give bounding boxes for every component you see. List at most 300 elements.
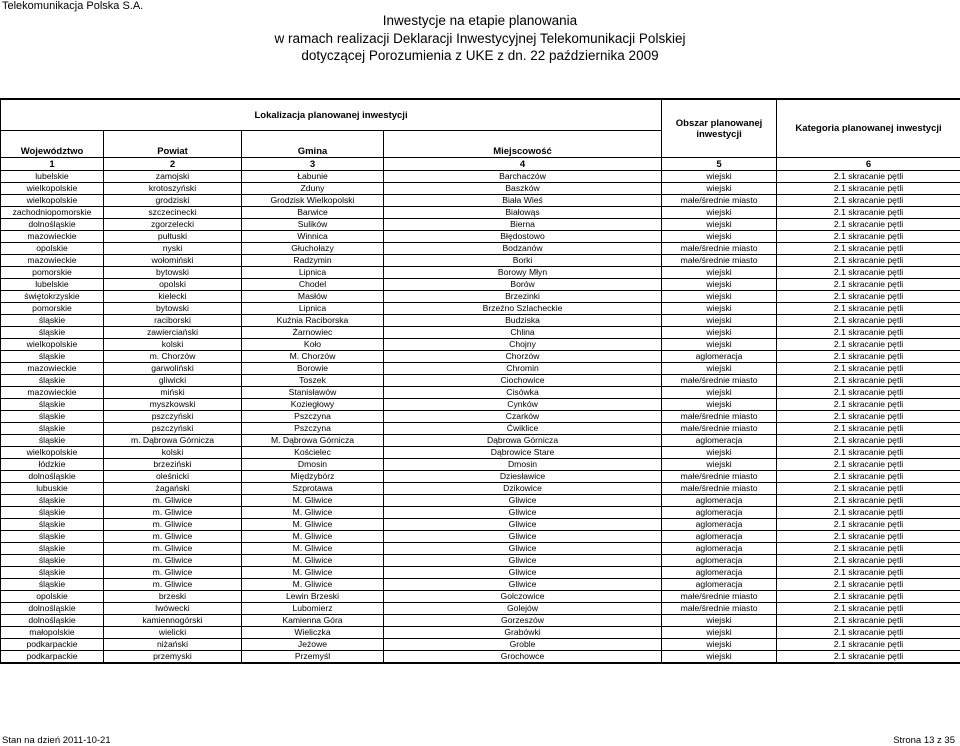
table-row [1, 387, 960, 399]
table-cell: 2.1 skracanie pętli [777, 399, 960, 411]
table-cell: kolski [104, 339, 242, 351]
table-row [1, 171, 960, 183]
table-cell: aglomeracja [662, 507, 777, 519]
table-cell: pomorskie [1, 267, 104, 279]
column-header-area: Obszar planowanej inwestycji [662, 99, 777, 158]
table-cell: m. Chorzów [104, 351, 242, 363]
table-cell: wiejski [662, 231, 777, 243]
table-cell: Dąbrowa Górnicza [384, 435, 662, 447]
table-row [1, 459, 960, 471]
table-cell: m. Dąbrowa Górnicza [104, 435, 242, 447]
table-cell: małopolskie [1, 627, 104, 639]
table-cell: Brzezinki [384, 291, 662, 303]
table-row [1, 327, 960, 339]
table-cell: 2.1 skracanie pętli [777, 255, 960, 267]
table-cell: mazowieckie [1, 231, 104, 243]
table-cell: śląskie [1, 543, 104, 555]
table-cell: opolski [104, 279, 242, 291]
table-cell: śląskie [1, 351, 104, 363]
table-cell: 2.1 skracanie pętli [777, 579, 960, 591]
table-cell: Gliwice [384, 531, 662, 543]
table-cell: m. Gliwice [104, 555, 242, 567]
table-cell: łódzkie [1, 459, 104, 471]
table-cell: Dąbrowice Stare [384, 447, 662, 459]
table-cell: Ciochowice [384, 375, 662, 387]
table-cell: 2.1 skracanie pętli [777, 219, 960, 231]
table-cell: wiejski [662, 627, 777, 639]
table-row [1, 579, 960, 591]
table-row [1, 483, 960, 495]
table-cell: śląskie [1, 399, 104, 411]
table-row [1, 351, 960, 363]
table-cell: pszczyński [104, 423, 242, 435]
table-cell: śląskie [1, 579, 104, 591]
table-cell: Chlina [384, 327, 662, 339]
table-cell: 2.1 skracanie pętli [777, 447, 960, 459]
table-cell: Międzybórz [242, 471, 384, 483]
table-cell: wiejski [662, 615, 777, 627]
table-cell: Żarnowiec [242, 327, 384, 339]
table-cell: Gliwice [384, 579, 662, 591]
table-row [1, 207, 960, 219]
table-row [1, 291, 960, 303]
column-header-commune: Gmina [242, 131, 384, 158]
table-cell: Borowie [242, 363, 384, 375]
column-number: 6 [777, 158, 960, 171]
column-header-voivodeship: Województwo [1, 131, 104, 158]
table-cell: 2.1 skracanie pętli [777, 651, 960, 664]
investments-table [0, 98, 960, 664]
table-row [1, 591, 960, 603]
table-cell: śląskie [1, 507, 104, 519]
table-row [1, 375, 960, 387]
table-cell: Stanisławów [242, 387, 384, 399]
table-cell: wiejski [662, 399, 777, 411]
table-cell: 2.1 skracanie pętli [777, 495, 960, 507]
table-cell: Gorzeszów [384, 615, 662, 627]
table-cell: wiejski [662, 459, 777, 471]
table-cell: dolnośląskie [1, 615, 104, 627]
table-cell: 2.1 skracanie pętli [777, 267, 960, 279]
table-cell: m. Gliwice [104, 519, 242, 531]
table-cell: Gliwice [384, 555, 662, 567]
table-cell: 2.1 skracanie pętli [777, 555, 960, 567]
table-cell: aglomeracja [662, 555, 777, 567]
table-cell: brzeziński [104, 459, 242, 471]
table-cell: małe/średnie miasto [662, 423, 777, 435]
table-row [1, 543, 960, 555]
table-cell: 2.1 skracanie pętli [777, 567, 960, 579]
table-cell: wiejski [662, 303, 777, 315]
table-cell: M. Gliwice [242, 567, 384, 579]
table-row [1, 315, 960, 327]
table-row [1, 507, 960, 519]
table-cell: wiejski [662, 279, 777, 291]
table-cell: wiejski [662, 387, 777, 399]
table-row [1, 255, 960, 267]
table-cell: Chromin [384, 363, 662, 375]
table-cell: 2.1 skracanie pętli [777, 627, 960, 639]
table-row [1, 339, 960, 351]
table-row [1, 651, 960, 664]
table-cell: Pszczyna [242, 411, 384, 423]
table-cell: dolnośląskie [1, 219, 104, 231]
table-cell: raciborski [104, 315, 242, 327]
table-cell: Kościelec [242, 447, 384, 459]
table-cell: gliwicki [104, 375, 242, 387]
table-cell: zgorzelecki [104, 219, 242, 231]
table-cell: śląskie [1, 555, 104, 567]
table-cell: wiejski [662, 219, 777, 231]
table-cell: śląskie [1, 375, 104, 387]
table-cell: świętokrzyskie [1, 291, 104, 303]
table-cell: lwówecki [104, 603, 242, 615]
table-cell: Ćwiklice [384, 423, 662, 435]
table-cell: Masłów [242, 291, 384, 303]
table-row [1, 195, 960, 207]
table-cell: Chorzów [384, 351, 662, 363]
table-cell: Lubomierz [242, 603, 384, 615]
table-cell: niżański [104, 639, 242, 651]
table-cell: dolnośląskie [1, 471, 104, 483]
table-cell: wiejski [662, 651, 777, 664]
table-cell: Pszczyna [242, 423, 384, 435]
table-cell: 2.1 skracanie pętli [777, 243, 960, 255]
table-cell: mazowieckie [1, 387, 104, 399]
table-cell: mazowieckie [1, 363, 104, 375]
table-cell: 2.1 skracanie pętli [777, 303, 960, 315]
table-row [1, 423, 960, 435]
table-row [1, 219, 960, 231]
table-cell: lubelskie [1, 279, 104, 291]
table-cell: wielkopolskie [1, 339, 104, 351]
table-cell: kamiennogórski [104, 615, 242, 627]
table-cell: zachodniopomorskie [1, 207, 104, 219]
table-cell: Budziska [384, 315, 662, 327]
table-row [1, 519, 960, 531]
table-cell: małe/średnie miasto [662, 255, 777, 267]
table-cell: wiejski [662, 339, 777, 351]
table-row [1, 531, 960, 543]
table-cell: śląskie [1, 423, 104, 435]
table-cell: szczecinecki [104, 207, 242, 219]
title-line: w ramach realizacji Deklaracji Inwestycyjnej Telekomunikacji Polskiej [274, 30, 686, 46]
table-cell: śląskie [1, 411, 104, 423]
table-cell: aglomeracja [662, 495, 777, 507]
table-cell: m. Gliwice [104, 531, 242, 543]
table-cell: m. Gliwice [104, 495, 242, 507]
table-cell: 2.1 skracanie pętli [777, 423, 960, 435]
table-cell: Białowąs [384, 207, 662, 219]
table-cell: 2.1 skracanie pętli [777, 603, 960, 615]
table-cell: małe/średnie miasto [662, 591, 777, 603]
table-cell: Przemyśl [242, 651, 384, 664]
column-number: 2 [104, 158, 242, 171]
table-cell: myszkowski [104, 399, 242, 411]
table-cell: Czarków [384, 411, 662, 423]
table-cell: M. Gliwice [242, 531, 384, 543]
table-cell: Radzymin [242, 255, 384, 267]
table-cell: 2.1 skracanie pętli [777, 195, 960, 207]
column-number: 4 [384, 158, 662, 171]
table-cell: Jeżowe [242, 639, 384, 651]
table-row [1, 267, 960, 279]
page-number: Strona 13 z 35 [893, 735, 955, 746]
title-line: dotyczącej Porozumienia z UKE z dn. 22 października 2009 [301, 48, 659, 63]
table-cell: wielkopolskie [1, 195, 104, 207]
table-cell: małe/średnie miasto [662, 411, 777, 423]
table-cell: Baszków [384, 183, 662, 195]
table-cell: 2.1 skracanie pętli [777, 363, 960, 375]
table-cell: garwoliński [104, 363, 242, 375]
table-cell: wielkopolskie [1, 183, 104, 195]
table-cell: 2.1 skracanie pętli [777, 351, 960, 363]
table-cell: 2.1 skracanie pętli [777, 315, 960, 327]
table-cell: 2.1 skracanie pętli [777, 327, 960, 339]
table-cell: wielkopolskie [1, 447, 104, 459]
table-cell: śląskie [1, 519, 104, 531]
table-cell: Bodzanów [384, 243, 662, 255]
table-cell: pułtuski [104, 231, 242, 243]
table-cell: lubelskie [1, 171, 104, 183]
table-cell: podkarpackie [1, 651, 104, 664]
table-row [1, 303, 960, 315]
table-row [1, 399, 960, 411]
table-row [1, 363, 960, 375]
table-cell: Błędostowo [384, 231, 662, 243]
table-cell: 2.1 skracanie pętli [777, 231, 960, 243]
table-cell: m. Gliwice [104, 543, 242, 555]
table-cell: małe/średnie miasto [662, 603, 777, 615]
status-date: Stan na dzień 2011-10-21 [2, 735, 111, 746]
table-cell: 2.1 skracanie pętli [777, 387, 960, 399]
table-cell: wiejski [662, 291, 777, 303]
table-cell: Winnica [242, 231, 384, 243]
table-cell: małe/średnie miasto [662, 375, 777, 387]
table-cell: wiejski [662, 207, 777, 219]
table-cell: wiejski [662, 447, 777, 459]
table-cell: Koło [242, 339, 384, 351]
table-cell: 2.1 skracanie pętli [777, 183, 960, 195]
table-cell: śląskie [1, 315, 104, 327]
table-row [1, 447, 960, 459]
table-cell: aglomeracja [662, 543, 777, 555]
table-cell: Barchaczów [384, 171, 662, 183]
table-cell: 2.1 skracanie pętli [777, 507, 960, 519]
location-group-header: Lokalizacja planowanej inwestycji [1, 99, 662, 131]
table-cell: Zduny [242, 183, 384, 195]
table-row [1, 411, 960, 423]
table-cell: 2.1 skracanie pętli [777, 531, 960, 543]
table-cell: kolski [104, 447, 242, 459]
table-cell: Lipnica [242, 303, 384, 315]
table-cell: Biała Wieś [384, 195, 662, 207]
table-cell: śląskie [1, 327, 104, 339]
table-cell: śląskie [1, 435, 104, 447]
table-cell: podkarpackie [1, 639, 104, 651]
column-header-locality: Miejscowość [384, 131, 662, 158]
table-cell: małe/średnie miasto [662, 471, 777, 483]
table-cell: Dziesławice [384, 471, 662, 483]
table-cell: 2.1 skracanie pętli [777, 375, 960, 387]
table-cell: Dzikowice [384, 483, 662, 495]
table-cell: oleśnicki [104, 471, 242, 483]
table-cell: Gliwice [384, 495, 662, 507]
table-cell: małe/średnie miasto [662, 483, 777, 495]
table-cell: 2.1 skracanie pętli [777, 483, 960, 495]
table-cell: 2.1 skracanie pętli [777, 435, 960, 447]
table-cell: M. Dąbrowa Górnicza [242, 435, 384, 447]
table-cell: Chodel [242, 279, 384, 291]
table-cell: 2.1 skracanie pętli [777, 291, 960, 303]
table-cell: Lipnica [242, 267, 384, 279]
table-cell: miński [104, 387, 242, 399]
table-cell: Chojny [384, 339, 662, 351]
table-cell: śląskie [1, 531, 104, 543]
table-cell: Grodzisk Wielkopolski [242, 195, 384, 207]
table-cell: 2.1 skracanie pętli [777, 519, 960, 531]
column-header-category: Kategoria planowanej inwestycji [777, 99, 960, 158]
table-cell: żagański [104, 483, 242, 495]
table-cell: wiejski [662, 171, 777, 183]
table-cell: wiejski [662, 327, 777, 339]
table-cell: Gliwice [384, 543, 662, 555]
table-cell: Gliwice [384, 567, 662, 579]
table-cell: aglomeracja [662, 579, 777, 591]
table-cell: śląskie [1, 495, 104, 507]
table-cell: kielecki [104, 291, 242, 303]
table-row [1, 279, 960, 291]
table-cell: 2.1 skracanie pętli [777, 339, 960, 351]
table-cell: Gliwice [384, 519, 662, 531]
table-cell: 2.1 skracanie pętli [777, 171, 960, 183]
table-cell: aglomeracja [662, 531, 777, 543]
table-cell: Borów [384, 279, 662, 291]
table-cell: 2.1 skracanie pętli [777, 591, 960, 603]
table-row [1, 555, 960, 567]
column-header-county: Powiat [104, 131, 242, 158]
table-cell: Grochowce [384, 651, 662, 664]
table-cell: M. Gliwice [242, 579, 384, 591]
table-cell: Gliwice [384, 507, 662, 519]
table-cell: M. Gliwice [242, 507, 384, 519]
table-cell: dolnośląskie [1, 603, 104, 615]
company-name: Telekomunikacja Polska S.A. [2, 0, 144, 12]
table-body [1, 171, 960, 664]
table-cell: M. Gliwice [242, 555, 384, 567]
table-cell: zamojski [104, 171, 242, 183]
table-cell: śląskie [1, 567, 104, 579]
table-cell: pomorskie [1, 303, 104, 315]
table-cell: małe/średnie miasto [662, 195, 777, 207]
table-cell: M. Chorzów [242, 351, 384, 363]
table-cell: Bierna [384, 219, 662, 231]
table-row [1, 627, 960, 639]
table-cell: Toszek [242, 375, 384, 387]
table-row [1, 243, 960, 255]
table-cell: Cisówka [384, 387, 662, 399]
table-cell: nyski [104, 243, 242, 255]
column-number: 3 [242, 158, 384, 171]
table-cell: 2.1 skracanie pętli [777, 615, 960, 627]
table-cell: Kuźnia Raciborska [242, 315, 384, 327]
table-cell: krotoszyński [104, 183, 242, 195]
table-cell: małe/średnie miasto [662, 243, 777, 255]
table-cell: Borowy Młyn [384, 267, 662, 279]
table-cell: Lewin Brzeski [242, 591, 384, 603]
table-cell: Brzeźno Szlacheckie [384, 303, 662, 315]
table-cell: m. Gliwice [104, 507, 242, 519]
table-cell: Wieliczka [242, 627, 384, 639]
table-cell: Głuchołazy [242, 243, 384, 255]
table-cell: Koziegłowy [242, 399, 384, 411]
table-cell: grodziski [104, 195, 242, 207]
table-cell: m. Gliwice [104, 567, 242, 579]
table-cell: wielicki [104, 627, 242, 639]
table-row [1, 603, 960, 615]
table-cell: Grabówki [384, 627, 662, 639]
table-cell: aglomeracja [662, 435, 777, 447]
table-cell: M. Gliwice [242, 495, 384, 507]
table-cell: m. Gliwice [104, 579, 242, 591]
table-cell: zawierciański [104, 327, 242, 339]
table-row [1, 495, 960, 507]
table-row [1, 639, 960, 651]
table-cell: pszczyński [104, 411, 242, 423]
table-cell: M. Gliwice [242, 543, 384, 555]
table-cell: Dmosin [242, 459, 384, 471]
table-cell: Barwice [242, 207, 384, 219]
table-cell: wiejski [662, 639, 777, 651]
table-cell: przemyski [104, 651, 242, 664]
table-cell: 2.1 skracanie pętli [777, 471, 960, 483]
table-cell: lubuskie [1, 483, 104, 495]
table-cell: bytowski [104, 303, 242, 315]
title-line: Inwestycje na etapie planowania [382, 13, 578, 28]
table-cell: 2.1 skracanie pętli [777, 207, 960, 219]
column-number: 1 [1, 158, 104, 171]
table-cell: aglomeracja [662, 519, 777, 531]
table-cell: Groble [384, 639, 662, 651]
table-cell: brzeski [104, 591, 242, 603]
table-cell: wiejski [662, 363, 777, 375]
table-row [1, 567, 960, 579]
table-cell: wiejski [662, 267, 777, 279]
table-cell: Kamienna Góra [242, 615, 384, 627]
table-cell: 2.1 skracanie pętli [777, 543, 960, 555]
table-row [1, 231, 960, 243]
table-cell: aglomeracja [662, 567, 777, 579]
table-cell: mazowieckie [1, 255, 104, 267]
table-cell: Łabunie [242, 171, 384, 183]
table-cell: wiejski [662, 315, 777, 327]
table-cell: 2.1 skracanie pętli [777, 639, 960, 651]
table-row [1, 471, 960, 483]
table-cell: Golczowice [384, 591, 662, 603]
table-cell: Sulików [242, 219, 384, 231]
table-cell: 2.1 skracanie pętli [777, 459, 960, 471]
table-row [1, 183, 960, 195]
table-cell: Dmosin [384, 459, 662, 471]
table-cell: wiejski [662, 183, 777, 195]
table-cell: opolskie [1, 243, 104, 255]
table-cell: 2.1 skracanie pętli [777, 411, 960, 423]
table-cell: M. Gliwice [242, 519, 384, 531]
table-cell: Cynków [384, 399, 662, 411]
table-cell: opolskie [1, 591, 104, 603]
table-cell: 2.1 skracanie pętli [777, 279, 960, 291]
table-cell: Borki [384, 255, 662, 267]
